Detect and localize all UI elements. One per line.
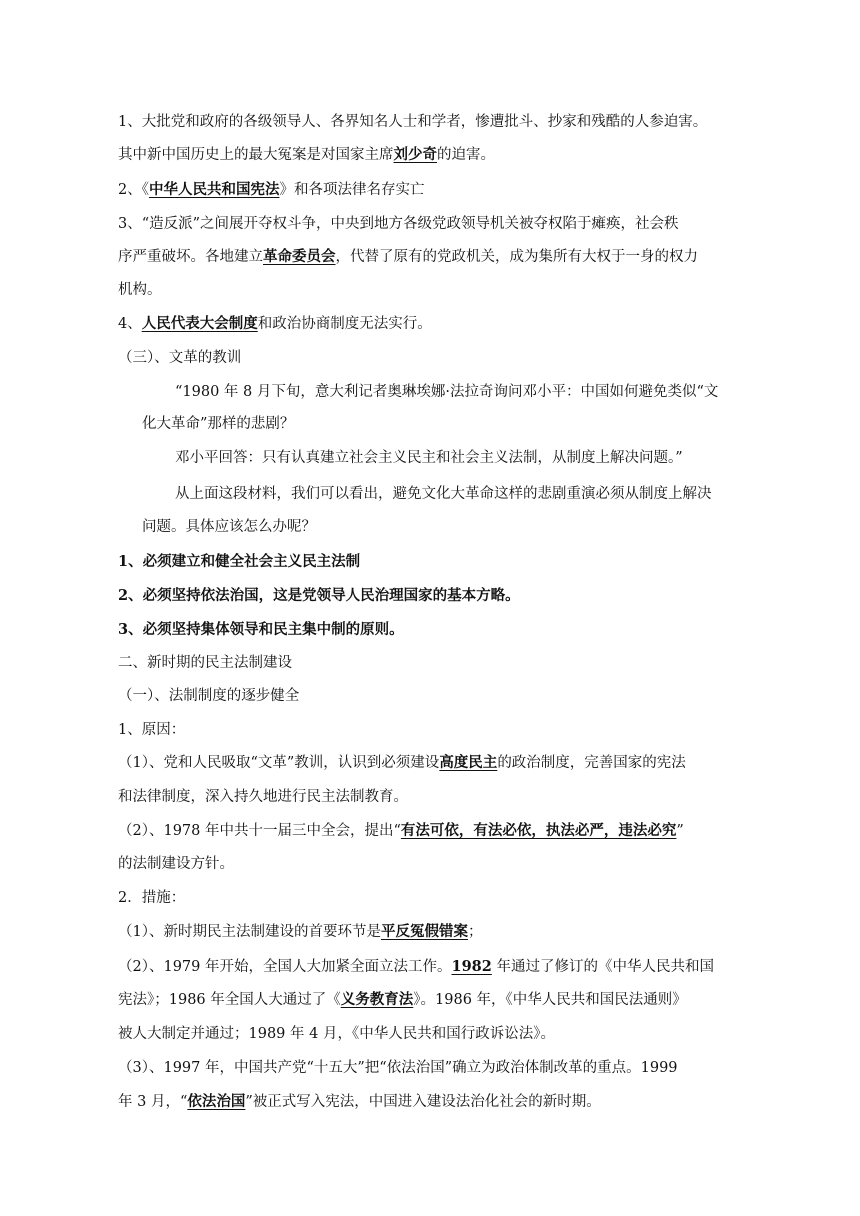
- paragraph-line: 机构。: [118, 282, 162, 298]
- paragraph-line: （1）、新时期民主法制建设的首要环节是平反冤假错案；: [118, 923, 483, 940]
- quote-line: 化大革命”那样的悲剧？: [142, 416, 295, 432]
- paragraph-line: 1、大批党和政府的各级领导人、各界知名人士和学者，惨遭批斗、抄家和残酷的人参迫害。: [118, 114, 708, 130]
- key-term: 革命委员会: [263, 248, 336, 265]
- key-term: 义务教育法: [340, 991, 414, 1008]
- paragraph-line: （2）、1979 年开始，全国人大加紧全面立法工作。1982 年通过了修订的《中华人民共和国: [118, 958, 714, 975]
- section-heading: 二、新时期的民主法制建设: [118, 655, 292, 671]
- paragraph-line: 其中新中国历史上的最大冤案是对国家主席刘少奇的迫害。: [118, 146, 495, 163]
- key-term: 1982: [451, 958, 492, 975]
- paragraph-line: 被人大制定并通过；1989 年 4 月，《中华人民共和国行政诉讼法》。: [118, 1026, 555, 1042]
- bold-point: 1、必须建立和健全社会主义民主法制: [118, 553, 361, 570]
- section-heading: （一）、法制制度的逐步健全: [118, 688, 300, 704]
- key-term: 高度民主: [439, 754, 498, 771]
- paragraph-line: 和法律制度，深入持久地进行民主法制教育。: [118, 789, 408, 805]
- key-term: 人民代表大会制度: [141, 315, 258, 332]
- paragraph-line: 的法制建设方针。: [118, 856, 234, 872]
- quote-line: “1980 年 8 月下旬，意大利记者奥琳埃娜·法拉奇询问邓小平：中国如何避免类似“文: [175, 384, 719, 400]
- paragraph-line: 1、原因：: [118, 722, 186, 738]
- key-term: 依法治国: [187, 1093, 246, 1110]
- paragraph-line: （1）、党和人民吸取“文革”教训，认识到必须建设高度民主的政治制度，完善国家的宪法: [118, 754, 686, 771]
- key-term: 平反冤假错案: [380, 923, 468, 940]
- paragraph-line: （2）、1978 年中共十一届三中全会，提出“有法可依，有法必依，执法必严，违法必究”: [118, 822, 684, 839]
- paragraph-line: （3）、1997 年，中国共产党“十五大”把“依法治国”确立为政治体制改革的重点。1999: [118, 1060, 678, 1076]
- bold-point: 2、必须坚持依法治国，这是党领导人民治理国家的基本方略。: [118, 587, 520, 604]
- paragraph-line: 4、人民代表大会制度和政治协商制度无法实行。: [118, 315, 432, 332]
- paragraph-line: 2．措施：: [118, 890, 186, 906]
- key-term: 中华人民共和国宪法: [148, 181, 280, 198]
- paragraph-line: 3、“造反派”之间展开夺权斗争，中央到地方各级党政领导机关被夺权陷于瘫痪，社会秩: [118, 216, 679, 232]
- paragraph-line: 2、《中华人民共和国宪法》和各项法律名存实亡: [118, 181, 425, 198]
- paragraph-line: 序严重破坏。各地建立革命委员会，代替了原有的党政机关，成为集所有大权于一身的权力: [118, 248, 698, 265]
- bold-point: 3、必须坚持集体领导和民主集中制的原则。: [118, 621, 404, 638]
- paragraph-line: 宪法》；1986 年全国人大通过了《义务教育法》。1986 年，《中华人民共和国民法通则》: [118, 991, 687, 1008]
- key-term: 刘少奇: [393, 146, 437, 163]
- paragraph-line: 从上面这段材料，我们可以看出，避免文化大革命这样的悲剧重演必须从制度上解决: [175, 486, 712, 502]
- key-term: 有法可依，有法必依，执法必严，违法必究: [400, 822, 677, 839]
- paragraph-line: 问题。具体应该怎么办呢？: [142, 519, 316, 535]
- paragraph-line: 年 3 月，“依法治国”被正式写入宪法，中国进入建设法治化社会的新时期。: [118, 1093, 601, 1110]
- section-heading: （三）、文革的教训: [118, 350, 242, 366]
- quote-line: 邓小平回答：只有认真建立社会主义民主和社会主义法制，从制度上解决问题。”: [175, 450, 683, 466]
